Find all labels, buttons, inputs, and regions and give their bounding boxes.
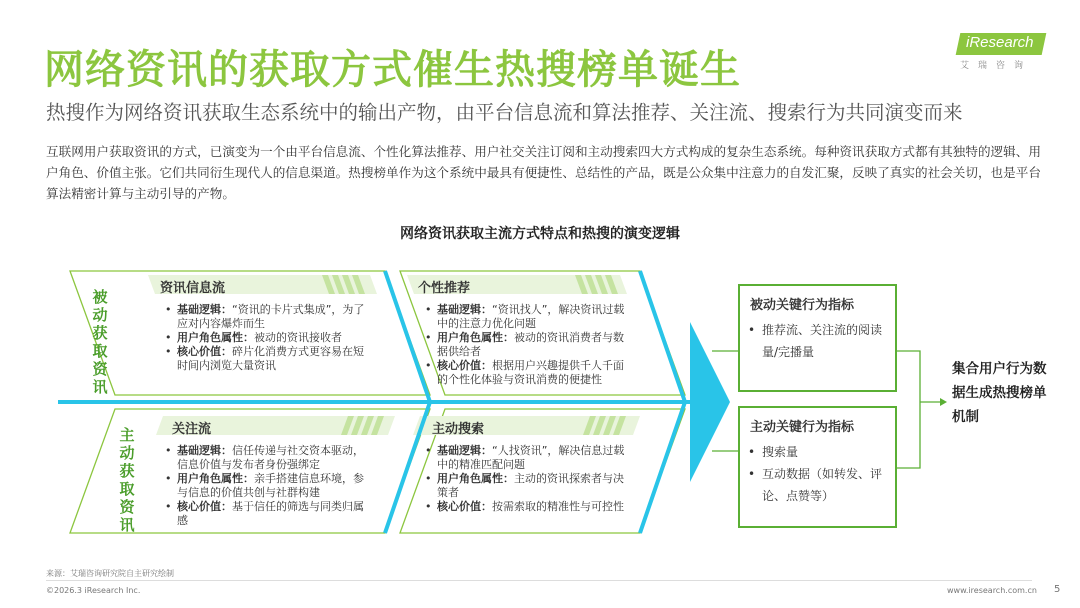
card-text: “资讯找人”，解决资讯过载中的注意力优化问题 (437, 303, 625, 330)
footer-divider (46, 580, 1032, 581)
passive-acquire-text: 被动获取资讯 (92, 288, 108, 396)
card-text: “资讯的卡片式集成”，为了应对内容爆炸而生 (177, 303, 365, 330)
card-title-recommend: 个性推荐 (418, 281, 471, 296)
card-title-search: 主动搜索 (432, 422, 485, 437)
page-title: 网络资讯的获取方式催生热搜榜单诞生 (44, 47, 741, 93)
active-metrics-text: 搜索量 (762, 445, 799, 459)
card-body-follow: • 基础逻辑：信任传递与社交资本驱动，信息价值与发布者身份强绑定 • 用户角色属性：亲手搭建信息环境，参与信息的价值共创与社群构建 • 核心价值：基于信任的筛选与同类归属感 (165, 444, 364, 527)
active-acquire-text: 主动获取资讯 (119, 426, 135, 534)
card-title-follow: 关注流 (172, 422, 212, 437)
card-body-recommend: • 基础逻辑：“资讯找人”，解决资讯过载中的注意力优化问题 • 用户角色属性：被动的资讯消费者与数据供给者 • 核心价值：根据用户兴趣提供千人千面的个性化体验与资讯消费的便捷性 (425, 303, 625, 386)
page-number: 5 (1054, 584, 1061, 595)
card-key: 基础逻辑： (177, 303, 232, 316)
card-text: 基于信任的筛选与同类归属感 (177, 500, 364, 527)
source-note: 来源：艾瑞咨询研究院自主研究绘制 (46, 569, 174, 578)
page-subtitle: 热搜作为网络资讯获取生态系统中的输出产物，由平台信息流和算法推荐、关注流、搜索行为共同演变而来 (46, 101, 963, 124)
active-metrics-item: • 搜索量 (748, 441, 895, 463)
diagram-title: 网络资讯获取主流方式特点和热搜的演变逻辑 (400, 226, 680, 242)
card-text: “人找资讯”，解决信息过载中的精准匹配问题 (437, 444, 625, 471)
card-text: 被动的资讯接收者 (254, 331, 342, 344)
passive-metrics-text: 推荐流、关注流的阅读量/完播量 (762, 323, 883, 359)
card-key: 用户角色属性： (177, 331, 254, 344)
passive-metrics-box (738, 284, 897, 392)
merge-bracket (897, 351, 920, 468)
card-text: 按需索取的精准性与可控性 (492, 500, 624, 513)
active-metrics-box (738, 406, 897, 528)
logo-cn-text: 艾瑞咨询 (960, 61, 1033, 71)
card-key: 核心价值： (437, 359, 492, 372)
card-text: 信任传递与社交资本驱动，信息价值与发布者身份强绑定 (177, 444, 364, 471)
active-metrics-title: 主动关键行为指标 (750, 420, 855, 435)
card-key: 核心价值： (437, 500, 492, 513)
active-metrics-text: 互动数据（如转发、评论、点赞等） (762, 467, 883, 503)
fishbone-arrowhead (690, 322, 730, 482)
card-title-feed: 资讯信息流 (160, 281, 226, 296)
card-text: 碎片化消费方式更容易在短时间内浏览大量资讯 (177, 345, 364, 372)
active-metrics-item: • 互动数据（如转发、评论、点赞等） (748, 463, 895, 507)
card-text: 亲手搭建信息环境，参与信息的价值共创与社群构建 (177, 472, 364, 499)
card-key: 基础逻辑： (437, 444, 492, 457)
card-key: 基础逻辑： (437, 303, 492, 316)
card-key: 用户角色属性： (437, 472, 514, 485)
card-body-feed: • 基础逻辑：“资讯的卡片式集成”，为了应对内容爆炸而生 • 用户角色属性：被动的资讯接收者 • 核心价值：碎片化消费方式更容易在短时间内浏览大量资讯 (165, 303, 365, 372)
logo-text: iResearch (966, 34, 1034, 51)
passive-metrics-item: • 推荐流、关注流的阅读量/完播量 (748, 319, 895, 363)
copyright-text: ©2026.3 iResearch Inc. (46, 586, 141, 595)
passive-metrics-title: 被动关键行为指标 (750, 298, 855, 313)
card-key: 基础逻辑： (177, 444, 232, 457)
card-text: 被动的资讯消费者与数据供给者 (437, 331, 624, 358)
merge-arrow-head (940, 398, 947, 406)
card-text: 根据用户兴趣提供千人千面的个性化体验与资讯消费的便捷性 (437, 359, 624, 386)
card-body-search: • 基础逻辑：“人找资讯”，解决信息过载中的精准匹配问题 • 用户角色属性：主动的资讯探索者与决策者 • 核心价值：按需索取的精准性与可控性 (425, 444, 625, 513)
card-key: 用户角色属性： (177, 472, 254, 485)
intro-paragraph: 互联网用户获取资讯的方式，已演变为一个由平台信息流、个性化算法推荐、用户社交关注订阅和主动搜索四大方式构成的复杂生态系统。每种资讯获取方式都有其独特的逻辑、用户角色、价值主张。它们共同衍生现代人的信息渠道。热搜榜单作为这个系统中最具有便捷性、总结性的产品，既是公众集中注意力的自发汇聚，反映了真实的社会关切，也是平台算法精密计算与主动引导的产物。 (46, 144, 1041, 201)
card-text: 主动的资讯探索者与决策者 (437, 472, 624, 499)
card-key: 核心价值： (177, 345, 232, 358)
conclusion-text: 集合用户行为数据生成热搜榜单机制 (952, 361, 1047, 425)
card-key: 用户角色属性： (437, 331, 514, 344)
website-text: www.iresearch.com.cn (947, 586, 1037, 595)
card-key: 核心价值： (177, 500, 232, 513)
